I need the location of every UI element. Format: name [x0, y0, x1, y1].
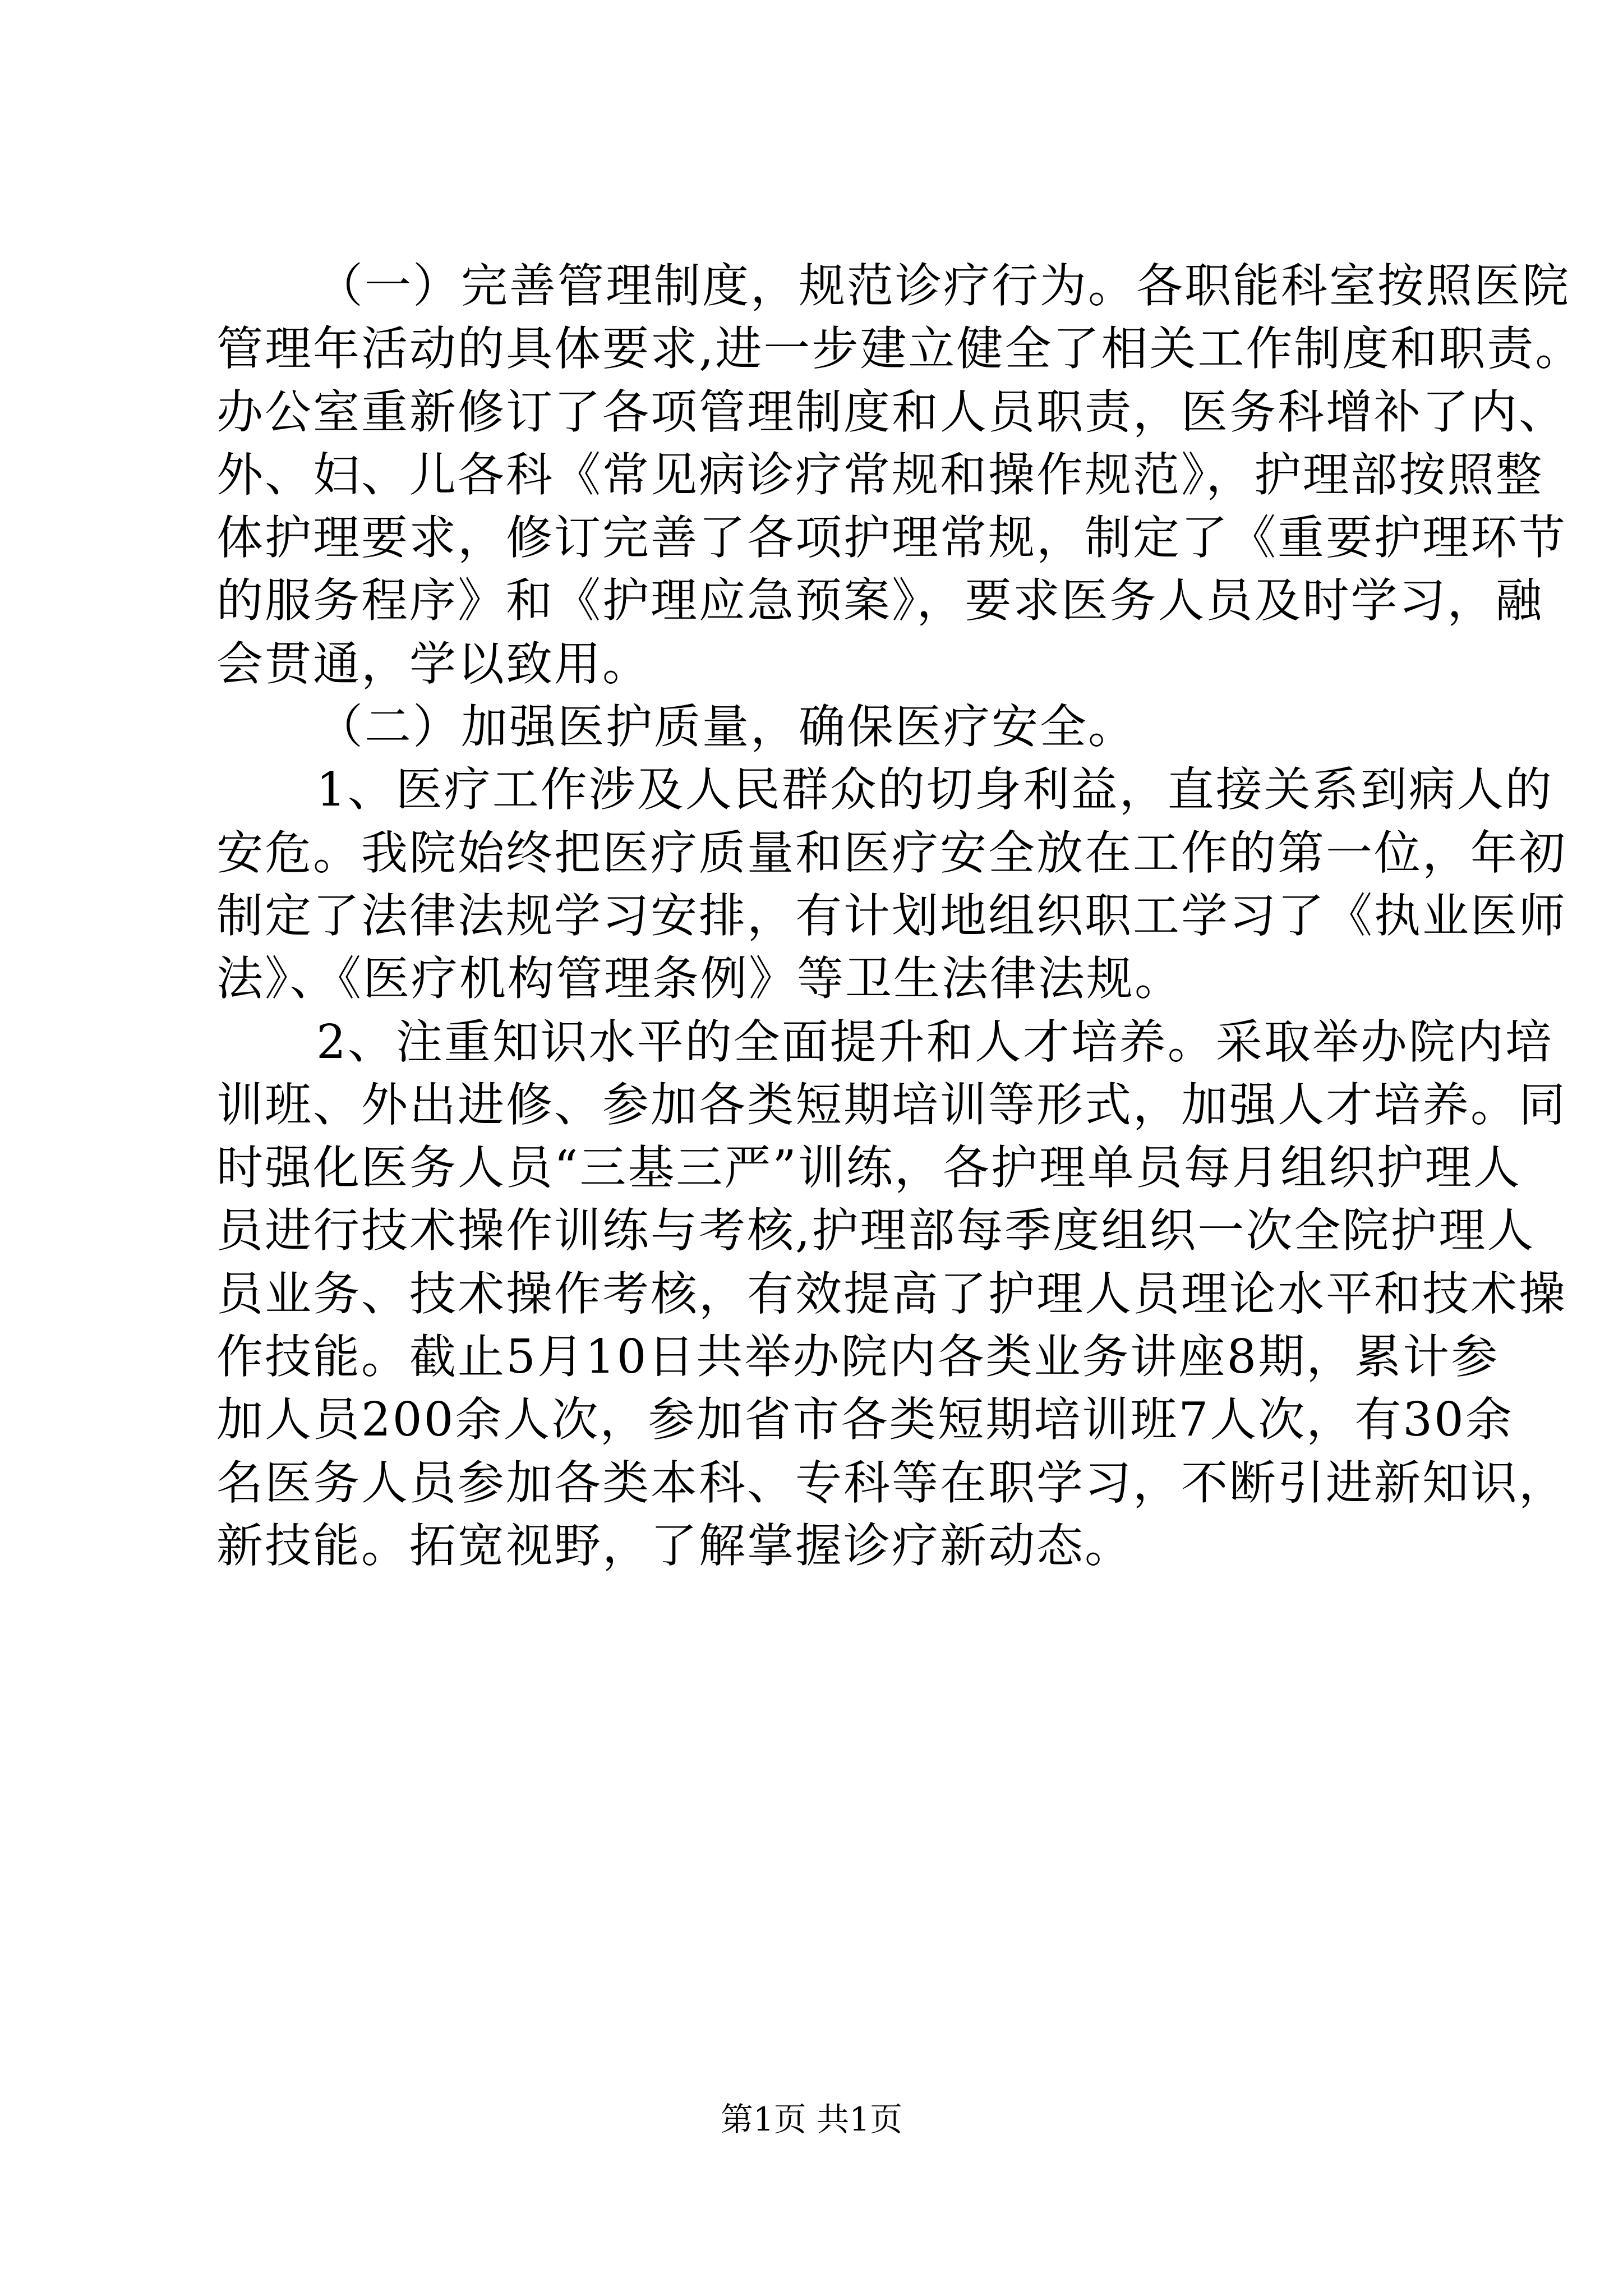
text-line: 名医务人员参加各类本科、专科等在职学习，不断引进新知识，: [216, 1455, 1567, 1510]
text-line: 作技能。截止5月10日共举办院内各类业务讲座8期，累计参: [216, 1329, 1500, 1384]
text-line: 员业务、技术操作考核，有效提高了护理人员理论水平和技术操: [216, 1266, 1567, 1321]
page-number-label: 第1页 共1页: [720, 2100, 903, 2138]
text-line: （一）完善管理制度，规范诊疗行为。各职能科室按照医院: [316, 259, 1570, 313]
page-footer: [0, 2097, 1623, 2142]
text-line: 新技能。拓宽视野，了解掌握诊疗新动态。: [216, 1518, 1133, 1573]
text-line: 外、妇、儿各科《常见病诊疗常规和操作规范》，护理部按照整: [216, 447, 1544, 502]
text-line: 员进行技术操作训练与考核,护理部每季度组织一次全院护理人: [216, 1203, 1536, 1258]
text-line: 管理年活动的具体要求,进一步建立健全了相关工作制度和职责。: [216, 321, 1584, 376]
text-line: 的服务程序》和《护理应急预案》，要求医务人员及时学习，融: [216, 573, 1544, 628]
text-line: 体护理要求，修订完善了各项护理常规，制定了《重要护理环节: [216, 510, 1567, 565]
text-line: 安危。我院始终把医疗质量和医疗安全放在工作的第一位，年初: [216, 825, 1567, 880]
text-line: 2、注重知识水平的全面提升和人才培养。采取举办院内培: [316, 1014, 1553, 1069]
text-line: 制定了法律法规学习安排，有计划地组织职工学习了《执业医师: [216, 888, 1567, 943]
paragraph-quality-heading: [216, 696, 1492, 758]
document-body: [216, 255, 1584, 1577]
text-line: 1、医疗工作涉及人民群众的切身利益，直接关系到病人的: [316, 762, 1553, 817]
paragraph-management-system: [216, 255, 1584, 696]
text-line: 会贯通，学以致用。: [216, 636, 651, 691]
text-line: 训班、外出进修、参加各类短期培训等形式，加强人才培养。同: [216, 1077, 1567, 1132]
text-line: 办公室重新修订了各项管理制度和人员职责，医务科增补了内、: [216, 384, 1567, 439]
text-line: 加人员200余人次，参加省市各类短期培训班7人次，有30余: [216, 1392, 1514, 1447]
text-line: （二）加强医护质量，确保医疗安全。: [316, 700, 1136, 754]
text-line: 时强化医务人员“三基三严”训练，各护理单员每月组织护理人: [216, 1140, 1521, 1195]
text-line: 法》、《医疗机构管理条例》等卫生法律法规。: [216, 951, 1183, 1006]
paragraph-training: [216, 1011, 1567, 1578]
paragraph-medical-safety: [216, 758, 1567, 1010]
